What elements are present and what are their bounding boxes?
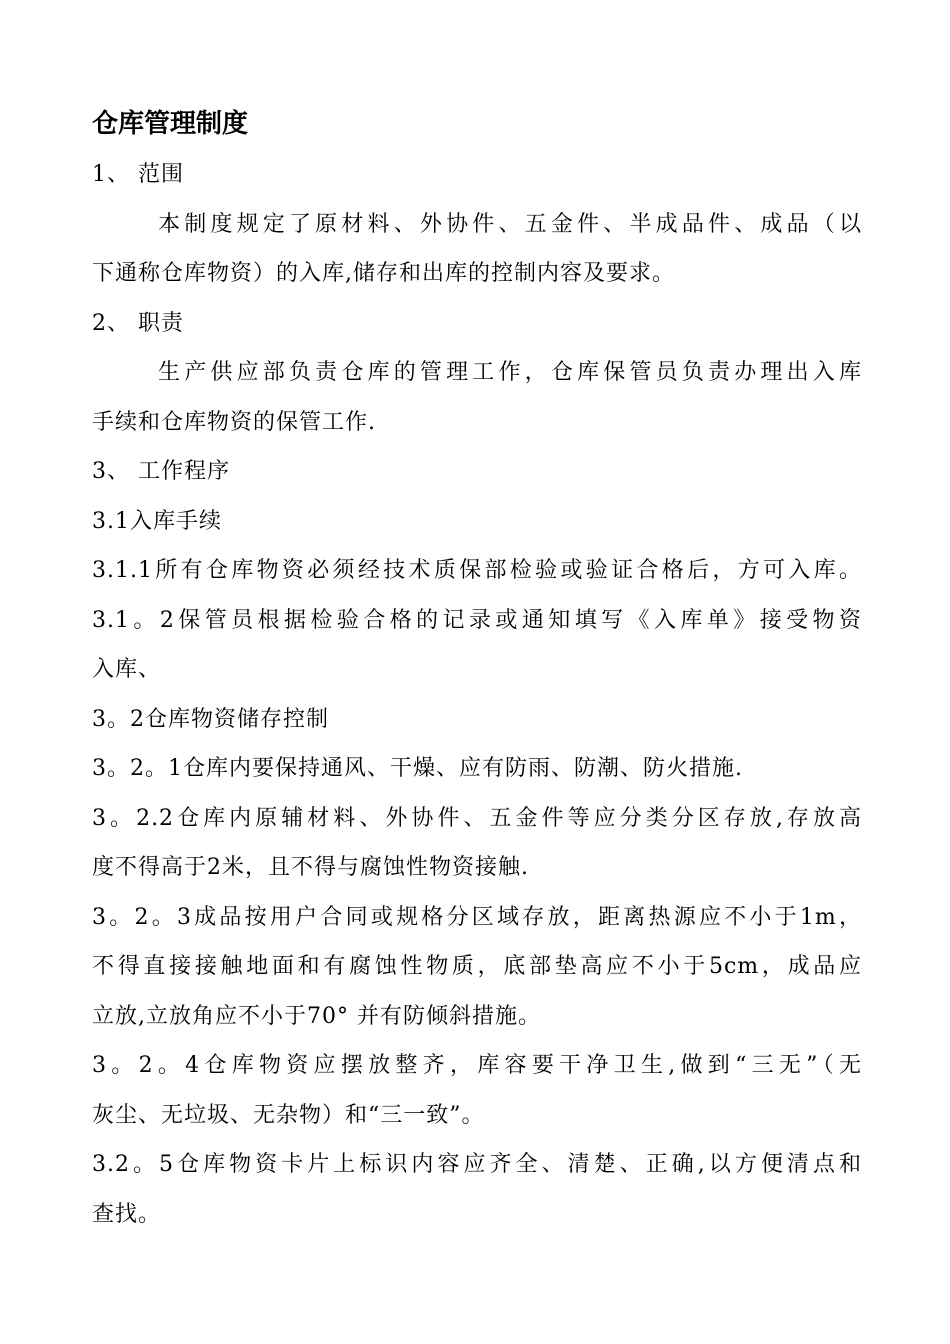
text-line: 3。2。1仓库内要保持通风、干燥、应有防雨、防潮、防火措施. bbox=[92, 756, 743, 781]
text-line: 灰尘、无垃圾、无杂物）和“三一致”。 bbox=[92, 1102, 485, 1128]
text-line: 2、 职责 bbox=[92, 310, 184, 336]
text-line: 3.1。2保管员根据检验合格的记录或通知填写《入库单》接受物资 bbox=[92, 607, 862, 633]
document-body bbox=[92, 150, 862, 1239]
text-line: 入库、 bbox=[92, 657, 162, 682]
text-line: 3.1.1所有仓库物资必须经技术质保部检验或验证合格后，方可入库。 bbox=[92, 558, 862, 583]
text-line: 查找。 bbox=[92, 1201, 162, 1227]
text-line: 3。2。4仓库物资应摆放整齐，库容要干净卫生,做到“三无”（无 bbox=[92, 1053, 862, 1078]
text-line: 立放,立放角应不小于70° 并有防倾斜措施。 bbox=[92, 1003, 541, 1029]
text-line: 3.1入库手续 bbox=[92, 508, 222, 534]
text-line: 3。2.2仓库内原辅材料、外协件、五金件等应分类分区存放,存放高 bbox=[92, 805, 862, 831]
text-line: 不得直接接触地面和有腐蚀性物质，底部垫高应不小于5cm，成品应 bbox=[92, 954, 862, 979]
text-line: 度不得高于2米，且不得与腐蚀性物资接触. bbox=[92, 855, 529, 880]
document-page bbox=[92, 104, 862, 1239]
text-line: 本制度规定了原材料、外协件、五金件、半成品件、成品（以 bbox=[158, 211, 862, 237]
document-title: 仓库管理制度 bbox=[92, 109, 249, 139]
text-line: 手续和仓库物资的保管工作. bbox=[92, 409, 376, 435]
text-line: 3.2。5仓库物资卡片上标识内容应齐全、清楚、正确,以方便清点和 bbox=[92, 1152, 862, 1177]
text-line: 3。2仓库物资储存控制 bbox=[92, 706, 329, 732]
text-line: 3、 工作程序 bbox=[92, 459, 230, 484]
text-line: 下通称仓库物资）的入库,储存和出库的控制内容及要求。 bbox=[92, 261, 675, 286]
text-line: 生产供应部负责仓库的管理工作，仓库保管员负责办理出入库 bbox=[158, 360, 862, 385]
text-line: 3。2。3成品按用户合同或规格分区域存放，距离热源应不小于1m， bbox=[92, 904, 862, 930]
text-line: 1、 范围 bbox=[92, 162, 184, 187]
